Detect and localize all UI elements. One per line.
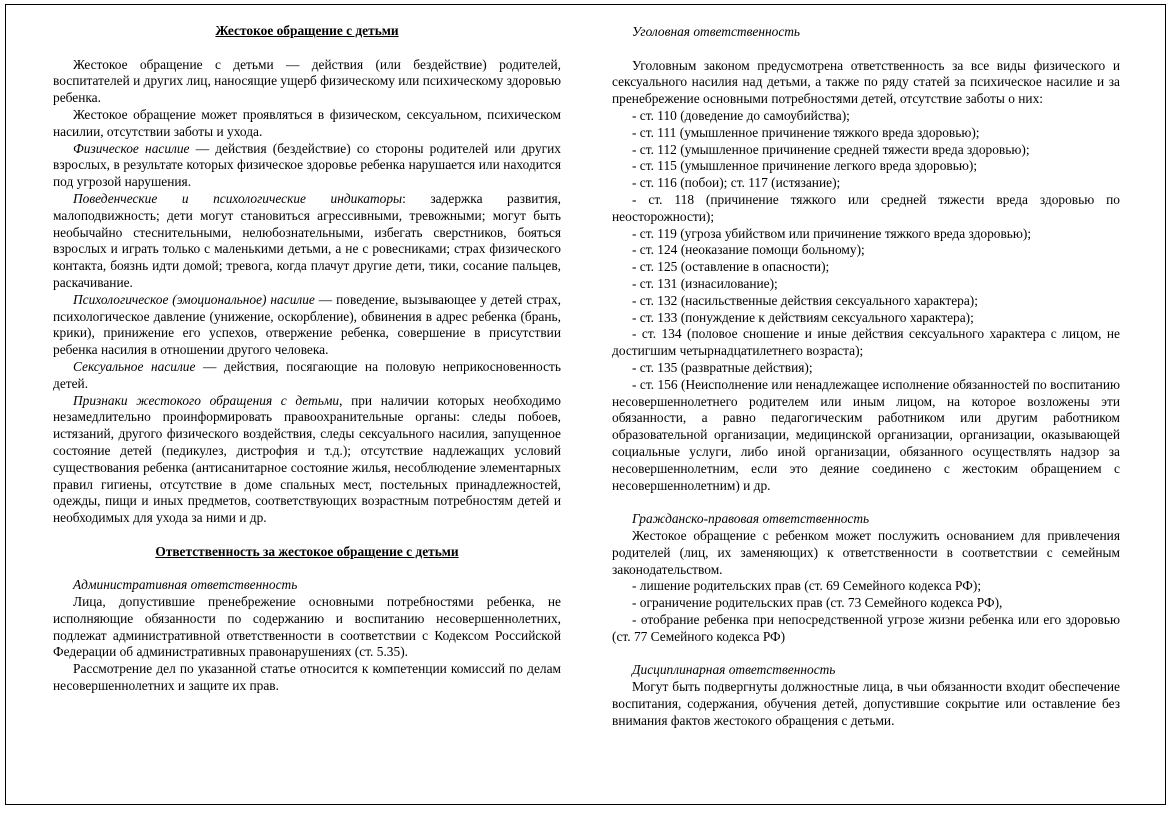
criminal-item: - ст. 156 (Неисполнение или ненадлежащее исполнение обязанностей по воспитанию несовершеннолетнего родителем или иным лицом, на которое возложены эти обязанности, а равно педагогическим работником или другим работником образовательной организации, медицинской организации, организации, оказывающей социальные услуги, либо иной организации, обязанного осуществлять надзор за несовершеннолетним, если это деяние соединено с жестоким обращением с несовершеннолетним) и др.: [612, 376, 1120, 493]
psychological-violence-term: Психологическое (эмоциональное) насилие: [73, 291, 315, 307]
admin-paragraph-1: Лица, допустившие пренебрежение основными потребностями ребенка, не исполняющие обязанности по содержанию и воспитанию несовершеннолетних, подлежат административной ответственности в соответствии с Кодексом Российской Федерации об административных правонарушениях (ст. 5.35).: [53, 594, 561, 660]
criminal-item: - ст. 116 (побои); ст. 117 (истязание);: [632, 175, 841, 191]
spacer: [53, 40, 561, 57]
psychological-violence-paragraph: [53, 292, 561, 359]
criminal-heading: Уголовная ответственность: [632, 24, 801, 39]
left-column: [53, 18, 561, 695]
criminal-item: - ст. 134 (половое сношение и иные действия сексуального характера с лицом, не достигшим четырнадцатилетнего возраста);: [612, 326, 1120, 359]
signs-term: Признаки жестокого обращения с детьми: [73, 392, 340, 408]
signs-paragraph: [53, 393, 561, 527]
civil-item: - отобрание ребенка при непосредственной угрозе жизни ребенка или его здоровью (ст. 77 Семейного кодекса РФ): [612, 611, 1120, 644]
criminal-intro: Уголовным законом предусмотрена ответственность за все виды физического и сексуального насилия над детьми, а также по ряду статей за психическое насилие и за пренебрежение основными потребностями детей, отсутствие заботы о них:: [612, 57, 1120, 107]
criminal-item: - ст. 115 (умышленное причинение легкого вреда здоровью);: [632, 158, 978, 174]
disciplinary-paragraph: Могут быть подвергнуты должностные лица, в чьи обязанности входит обеспечение воспитания, содержания, обучения детей, допустившие сокрытие или оставление без внимания фактов жестокого обращения с детьми.: [612, 679, 1120, 728]
spacer: [612, 494, 1120, 511]
physical-violence-paragraph: [53, 141, 561, 191]
admin-paragraph-2: Рассмотрение дел по указанной статье относится к компетенции комиссий по делам несовершеннолетних и защите их прав.: [53, 661, 561, 694]
civil-item: - лишение родительских прав (ст. 69 Семейного кодекса РФ);: [632, 578, 982, 594]
civil-heading: Гражданско-правовая ответственность: [632, 511, 870, 527]
criminal-item: - ст. 132 (насильственные действия сексуального характера);: [632, 292, 978, 308]
sexual-violence-term: Сексуальное насилие: [73, 358, 196, 374]
criminal-item: - ст. 135 (развратные действия);: [632, 359, 813, 375]
indicators-term: Поведенческие и психологические индикаторы: [73, 190, 403, 206]
psychological-violence-text: — поведение, вызывающее у детей страх, психологическое давление (унижение, оскорбление), обвинения в адрес ребенка (брань, крики), принижение его успехов, отвержение ребенка, совершение в присутствии ребенка насилия в отношении другого человека.: [53, 291, 561, 358]
spacer: [612, 41, 1120, 58]
criminal-item: - ст. 133 (понуждение к действиям сексуального характера);: [632, 309, 974, 325]
criminal-item: - ст. 110 (доведение до самоубийства);: [632, 107, 850, 123]
indicators-paragraph: [53, 191, 561, 292]
spacer: [53, 561, 561, 578]
disciplinary-heading: Дисциплинарная ответственность: [632, 662, 836, 678]
spacer: [53, 527, 561, 544]
indicators-text: : задержка развития, малоподвижность; дети могут становиться агрессивными, тревожными; могут быть необычайно стеснительными, нелюбознательными, избегать сверстников, бояться взрослых и играть только с маленькими детьми, а не с ровесниками; страх физического контакта, боязнь идти домой; тревога, когда плачут другие дети, тики, сосание пальцев, раскачивание.: [53, 190, 561, 290]
criminal-item: - ст. 124 (неоказание помощи больному);: [632, 242, 865, 258]
right-column: [612, 18, 1120, 729]
physical-violence-term: Физическое насилие: [73, 140, 190, 156]
criminal-item: - ст. 119 (угроза убийством или причинение тяжкого вреда здоровью);: [632, 225, 1032, 241]
admin-heading: Административная ответственность: [73, 577, 298, 593]
section-title-responsibility: Ответственность за жестокое обращение с детьми: [155, 543, 459, 559]
definition-paragraph: Жестокое обращение с детьми — действия (или бездействие) родителей, воспитателей и других лиц, наносящие ущерб физическому или психическому здоровью ребенка.: [53, 56, 561, 106]
forms-paragraph: Жестокое обращение может проявляться в физическом, сексуальном, психическом насилии, отсутствии заботы и ухода.: [53, 106, 561, 139]
sexual-violence-paragraph: [53, 359, 561, 393]
physical-violence-text: — действия (бездействие) со стороны родителей или других взрослых, в результате которых физическое здоровье ребенка нарушается или находится под угрозой нарушения.: [53, 140, 561, 190]
criminal-item: - ст. 125 (оставление в опасности);: [632, 259, 830, 275]
criminal-item: - ст. 131 (изнасилование);: [632, 275, 778, 291]
signs-text: , при наличии которых необходимо незамедлительно проинформировать правоохранительные органы: следы побоев, истязаний, другого физического воздействия, следы сексуального насилия, запущенное состояние детей (педикулез, дистрофия и т.д.); отсутствие надлежащих условий существования ребенка (антисанитарное состояние жилья, несоблюдение элементарных правил гигиены, отсутствие в доме спальных мест, постельных принадлежностей, одежды, пищи и иных предметов, соответствующих возрастным потребностям детей и необходимых для ухода за ними и др.: [53, 392, 561, 526]
section-title-cruelty: Жестокое обращение с детьми: [215, 23, 399, 38]
criminal-item: - ст. 118 (причинение тяжкого или средней тяжести вреда здоровью по неосторожности);: [612, 191, 1120, 224]
spacer: [612, 645, 1120, 662]
civil-intro: Жестокое обращение с ребенком может послужить основанием для привлечения родителей (лиц, их заменяющих) к ответственности в соответствии с семейным законодательством.: [612, 527, 1120, 577]
criminal-item: - ст. 112 (умышленное причинение средней тяжести вреда здоровью);: [632, 141, 1030, 157]
sexual-violence-text: — действия, посягающие на половую неприкосновенность детей.: [53, 358, 561, 391]
criminal-item: - ст. 111 (умышленное причинение тяжкого вреда здоровью);: [632, 124, 980, 140]
civil-item: - ограничение родительских прав (ст. 73 Семейного кодекса РФ),: [632, 595, 1003, 611]
